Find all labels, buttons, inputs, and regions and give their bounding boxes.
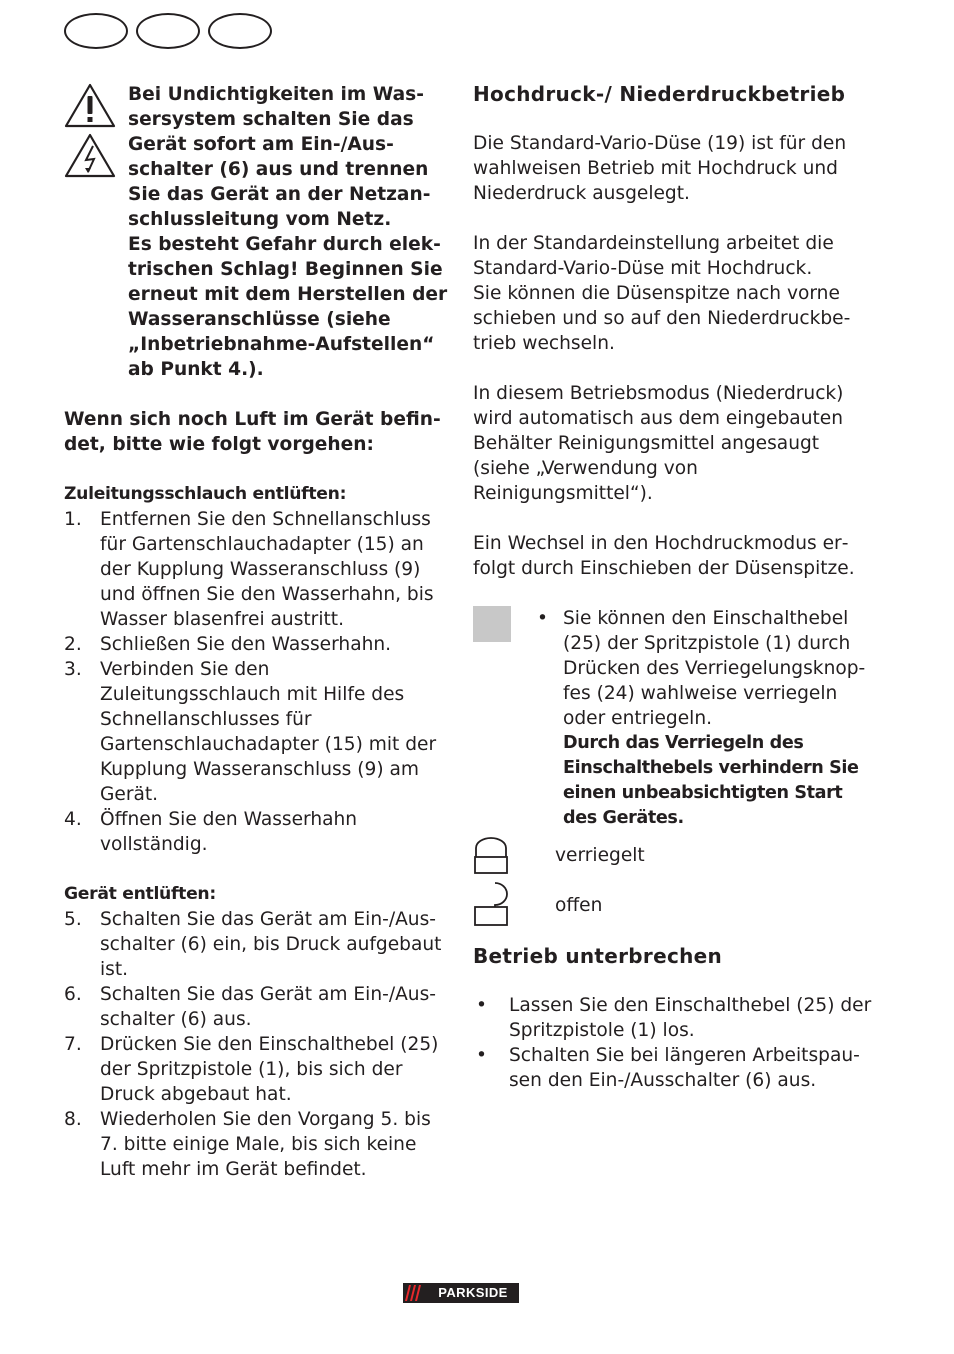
device-title: Gerät entlüften: (64, 884, 216, 904)
device-steps (64, 907, 454, 1182)
paragraph: In der Standardeinstellung arbeitet die Standard-Vario-Düse mit Hochdruck. (473, 233, 834, 279)
parkside-logo (403, 1283, 519, 1303)
warning-shock-text: Es besteht Gefahr durch elektrischen Schlag! Beginnen Sie erneut mit dem Herstellen der Wasseranschlüsse (siehe „Inbetriebnahme-Aufstellen“ ab Punkt 4.). (128, 234, 448, 380)
section-title-pressure: Hochdruck-/ Niederdruckbetrieb (473, 82, 846, 106)
warning-exclamation-icon (64, 82, 116, 128)
note-strong-text: Durch das Verriegeln des Einschalthebels verhindern Sie einen unbeabsichtigten Start des Gerätes. (563, 733, 859, 828)
list-item: 1. Entfernen Sie den Schnellanschluss für Gartenschlauchadapter (15) an der Kupplung Wasseranschluss (9) und öffnen Sie den Wasserhahn, bis Wasser blasenfrei austritt. (64, 509, 434, 630)
language-markers (64, 13, 272, 49)
note-block: • Sie können den Einschalthebel (25) der Spritzpistole (1) durch Drücken des Verriegelungsknopfes (24) wahlweise verriegeln oder entriegeln. Durch das Verriegeln des Einschalthebels verhindern Sie einen unbeabsichtigten Start des Gerätes. (473, 606, 873, 831)
right-column (473, 82, 873, 1093)
language-oval (208, 13, 272, 49)
logo-stripes-icon (403, 1283, 427, 1303)
warning-text: Bei Undichtigkeiten im Wassersystem schalten Sie das Gerät sofort am Ein-/Ausschalter (6) aus und trennen Sie das Gerät an der Netzanschlussleitung vom Netz. (128, 84, 431, 230)
list-item: 8. Wiederholen Sie den Vorgang 5. bis 7. bitte einige Male, bis sich keine Luft mehr im Gerät befindet. (64, 1109, 431, 1180)
warning-icons (64, 82, 116, 178)
list-item: 4. Öffnen Sie den Wasserhahn vollständig. (64, 809, 358, 855)
lock-closed-row (473, 831, 873, 881)
logo-text: PARKSIDE (427, 1283, 519, 1303)
note-marker (473, 606, 511, 642)
language-oval (136, 13, 200, 49)
list-item: 6. Schalten Sie das Gerät am Ein-/Ausschalter (6) aus. (64, 984, 436, 1030)
warning-block (64, 82, 454, 382)
paragraph: Sie können die Düsenspitze nach vorne schieben und so auf den Niederdruckbetrieb wechseln. (473, 283, 851, 354)
pause-list (473, 993, 873, 1093)
paragraph: Ein Wechsel in den Hochdruckmodus erfolgt durch Einschieben der Düsenspitze. (473, 533, 855, 579)
language-oval (64, 13, 128, 49)
hose-steps (64, 507, 454, 857)
list-item: 5. Schalten Sie das Gerät am Ein-/Ausschalter (6) ein, bis Druck aufgebaut ist. (64, 909, 442, 980)
lock-closed-icon (473, 835, 509, 875)
lock-open-label: offen (555, 895, 603, 916)
lock-open-row (473, 881, 873, 931)
list-item: 3. Verbinden Sie den Zuleitungsschlauch mit Hilfe des Schnellanschlusses für Gartenschlauchadapter (15) mit der Kupplung Wasseranschluss (9) am Gerät. (64, 659, 437, 805)
left-column (64, 82, 454, 1182)
list-item: 2. Schließen Sie den Wasserhahn. (64, 634, 392, 655)
air-intro: Wenn sich noch Luft im Gerät befindet, bitte wie folgt vorgehen: (64, 409, 441, 455)
list-item: • Lassen Sie den Einschalthebel (25) der Spritzpistole (1) los. (476, 995, 872, 1041)
paragraph: In diesem Betriebsmodus (Niederdruck) wird automatisch aus dem eingebauten Behälter Reinigungsmittel angesaugt (siehe „Verwendung von Reinigungsmittel“). (473, 383, 844, 504)
lock-closed-label: verriegelt (555, 845, 645, 866)
list-item: 7. Drücken Sie den Einschalthebel (25) der Spritzpistole (1), bis sich der Druck abgebaut hat. (64, 1034, 439, 1105)
section-title-pause: Betrieb unterbrechen (473, 944, 723, 968)
note-text: Sie können den Einschalthebel (25) der Spritzpistole (1) durch Drücken des Verriegelungsknopfes (24) wahlweise verriegeln oder entriegeln. (563, 608, 866, 729)
list-item: • Schalten Sie bei längeren Arbeitspausen den Ein-/Ausschalter (6) aus. (476, 1045, 860, 1091)
electric-shock-warning-icon (64, 132, 116, 178)
paragraph: Die Standard-Vario-Düse (19) ist für den wahlweisen Betrieb mit Hochdruck und Niederdruck ausgelegt. (473, 133, 847, 204)
hose-title: Zuleitungsschlauch entlüften: (64, 484, 347, 504)
lock-open-icon (473, 879, 517, 931)
